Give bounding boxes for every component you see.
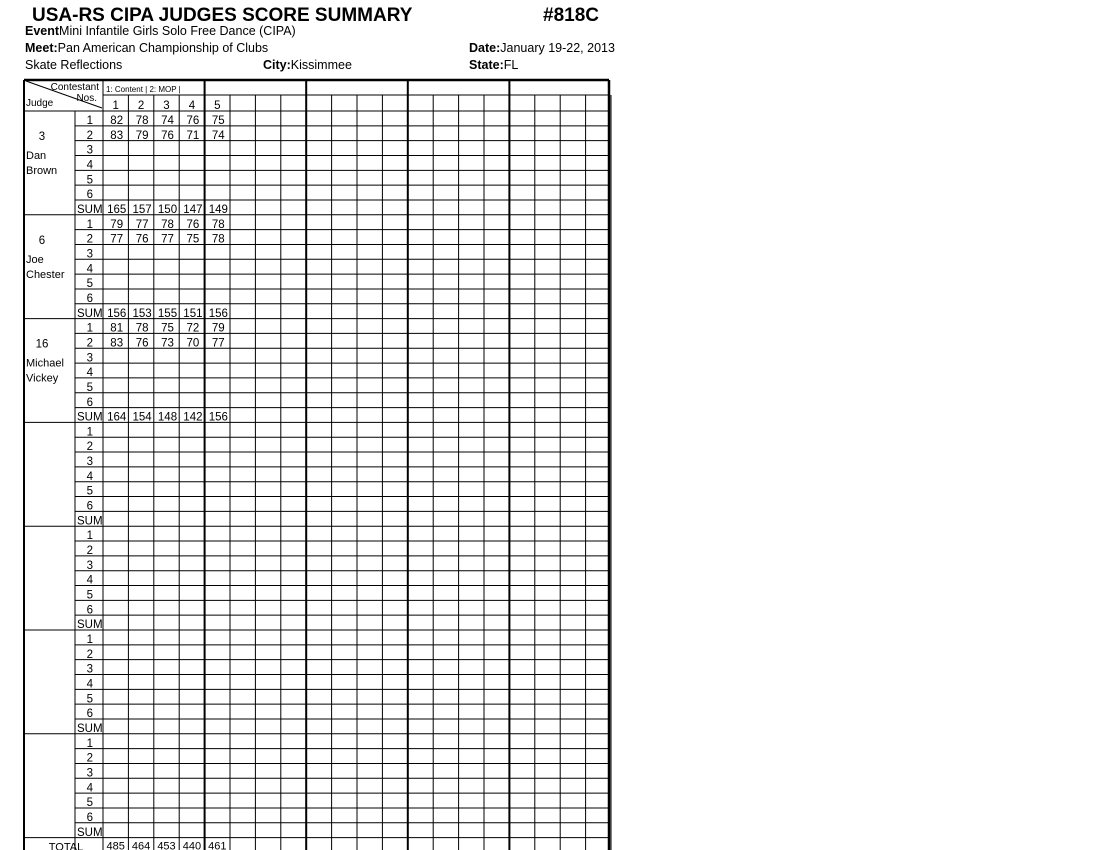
total-cell: 453: [157, 840, 176, 850]
judge-name: Dan: [26, 150, 47, 162]
score-cell: 75: [211, 115, 225, 127]
row-label: 5: [86, 174, 93, 187]
row-label: 3: [86, 767, 93, 780]
row-label: 6: [86, 189, 93, 202]
score-cell: 76: [135, 233, 149, 246]
row-label: 2: [86, 545, 93, 558]
score-cell: 76: [186, 115, 200, 127]
date-label: Date:: [469, 41, 501, 55]
score-cell: 82: [110, 115, 124, 127]
row-label: 1: [86, 322, 93, 335]
row-label: 5: [86, 278, 93, 291]
row-label: 3: [86, 663, 93, 676]
contestant-number-2: 2: [137, 100, 145, 112]
score-cell: 77: [161, 233, 174, 246]
row-label: 4: [86, 159, 93, 172]
score-cell: 76: [135, 337, 149, 350]
score-cell: 74: [161, 115, 174, 127]
row-label: 6: [86, 292, 93, 305]
total-cell: 440: [182, 840, 202, 850]
score-cell: 74: [211, 129, 225, 142]
sum-cell: 142: [183, 411, 203, 424]
row-label: 1: [86, 737, 93, 750]
row-label: 2: [86, 337, 93, 350]
judge-name: Vickey: [26, 372, 59, 385]
score-cell: 77: [211, 337, 225, 350]
contestant-number-3: 3: [163, 100, 170, 112]
row-label: 3: [86, 559, 93, 572]
row-label: 6: [86, 500, 93, 513]
row-label: 2: [86, 648, 93, 661]
row-label: 1: [86, 530, 93, 543]
row-label: 5: [86, 797, 93, 810]
total-label: TOTAL: [48, 841, 84, 850]
row-label: 4: [86, 263, 93, 276]
score-cell: 78: [161, 218, 174, 231]
row-label: 3: [86, 144, 93, 157]
sum-cell: 147: [183, 203, 203, 216]
sum-label: SUM: [77, 722, 103, 735]
row-label: 2: [86, 752, 93, 765]
sum-cell: 154: [132, 411, 152, 424]
city-value: Kissimmee: [290, 58, 352, 72]
row-label: 3: [86, 248, 93, 261]
judge-number: 6: [38, 234, 46, 247]
score-cell: 77: [135, 218, 149, 231]
judge-name: Brown: [26, 165, 58, 177]
contestant-label: Contestant: [50, 82, 99, 93]
form-title: USA-RS CIPA JUDGES SCORE SUMMARY: [32, 5, 413, 26]
row-label: 4: [86, 782, 93, 795]
sum-cell: 156: [208, 307, 228, 320]
judge-number: 3: [38, 131, 46, 143]
score-cell: 76: [186, 218, 200, 231]
score-cell: 77: [110, 233, 124, 246]
score-cell: 79: [110, 218, 124, 231]
score-cell: 72: [186, 322, 200, 335]
row-label: 5: [86, 693, 93, 706]
sum-cell: 157: [132, 203, 152, 216]
row-label: 1: [86, 218, 93, 231]
judge-label: Judge: [26, 98, 54, 109]
row-label: 2: [86, 441, 93, 454]
city-label: City:: [263, 58, 291, 72]
row-label: 5: [86, 485, 93, 498]
score-cell: 75: [186, 233, 200, 246]
contestant-number-5: 5: [214, 100, 221, 112]
sum-cell: 155: [157, 307, 178, 320]
score-cell: 78: [135, 322, 149, 335]
sum-cell: 153: [132, 307, 152, 320]
date-value: January 19-22, 2013: [500, 41, 615, 55]
row-label: 2: [86, 233, 93, 246]
row-label: 6: [86, 811, 93, 824]
nos-label: Nos.: [76, 93, 97, 104]
row-label: 6: [86, 396, 93, 409]
score-cell: 71: [186, 129, 200, 142]
form-number: #818C: [543, 5, 599, 26]
state-value: FL: [503, 58, 519, 72]
row-label: 3: [86, 352, 93, 365]
row-label: 4: [86, 470, 93, 483]
score-cell: 79: [135, 129, 149, 142]
sum-cell: 149: [208, 203, 228, 216]
row-label: 1: [86, 634, 93, 646]
row-label: 3: [86, 456, 93, 469]
sum-label: SUM: [77, 203, 103, 216]
meet-value: Pan American Championship of Clubs: [57, 41, 269, 55]
row-label: 5: [86, 589, 93, 602]
score-cell: 78: [211, 218, 225, 231]
sum-cell: 165: [107, 203, 127, 216]
score-cell: 78: [135, 115, 149, 127]
row-label: 1: [86, 115, 93, 127]
sum-cell: 156: [208, 411, 228, 424]
row-label: 1: [86, 426, 93, 439]
judge-name: Michael: [26, 357, 64, 370]
total-cell: 464: [131, 840, 151, 850]
judge-number: 16: [35, 338, 49, 351]
row-label: 4: [86, 367, 93, 380]
state-label: State:: [469, 58, 504, 72]
score-cell: 70: [186, 337, 200, 350]
total-cell: 485: [106, 840, 125, 850]
score-cell: 83: [110, 129, 124, 142]
sum-cell: 150: [157, 203, 178, 216]
row-label: 5: [86, 381, 93, 394]
club-name: Skate Reflections: [25, 58, 123, 72]
sum-label: SUM: [77, 515, 103, 528]
sum-label: SUM: [77, 826, 103, 839]
row-label: 2: [86, 129, 93, 142]
score-cell: 78: [211, 233, 225, 246]
score-cell: 75: [161, 322, 174, 335]
row-label: 6: [86, 708, 93, 721]
score-cell: 76: [161, 129, 174, 142]
event-label: Event: [25, 24, 60, 38]
judge-name: Joe: [26, 253, 44, 266]
row-label: 4: [86, 574, 93, 587]
sum-label: SUM: [77, 307, 103, 320]
score-cell: 79: [211, 322, 225, 335]
sum-label: SUM: [77, 619, 103, 632]
sum-cell: 156: [107, 307, 127, 320]
sum-cell: 148: [157, 411, 178, 424]
contestant-number-4: 4: [188, 100, 196, 112]
scoring-legend: 1: Content | 2: MOP |: [106, 85, 181, 94]
row-label: 4: [86, 678, 93, 691]
contestant-number-1: 1: [112, 100, 119, 112]
event-value: Mini Infantile Girls Solo Free Dance (CIPA): [59, 24, 296, 38]
sum-label: SUM: [77, 411, 103, 424]
total-cell: 461: [208, 840, 227, 850]
sum-cell: 151: [183, 307, 203, 320]
row-label: 6: [86, 604, 93, 617]
sum-cell: 164: [107, 411, 127, 424]
meet-label: Meet:: [25, 41, 58, 55]
judge-name: Chester: [26, 268, 65, 281]
score-cell: 83: [110, 337, 124, 350]
score-cell: 81: [110, 322, 124, 335]
score-cell: 73: [161, 337, 174, 350]
